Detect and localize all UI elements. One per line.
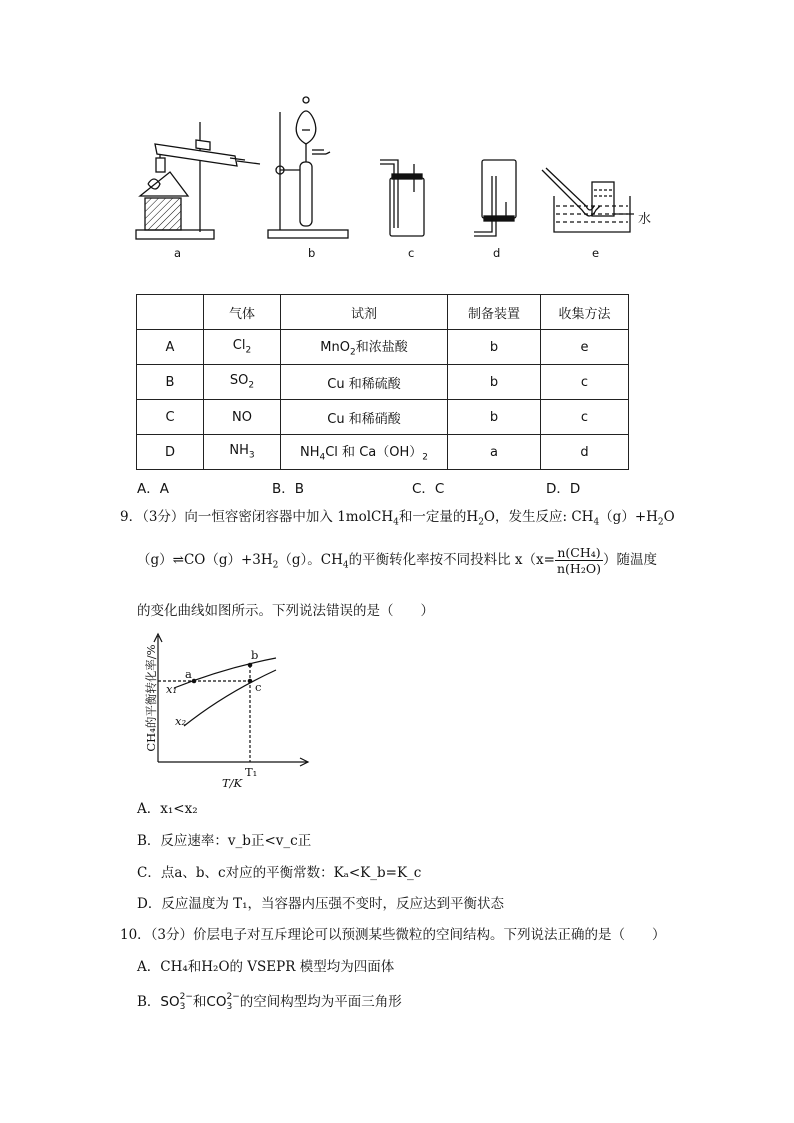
q8-option-b: B．B bbox=[272, 481, 305, 497]
row-reagent: Cu 和稀硫酸 bbox=[281, 365, 448, 400]
label-water: 水 bbox=[638, 212, 652, 227]
graph-label-a: a bbox=[185, 667, 192, 681]
header-reagent: 试剂 bbox=[281, 295, 448, 330]
row-collect: c bbox=[541, 400, 629, 435]
row-gas: $SO_2$ bbox=[204, 365, 281, 400]
row-gas: $NH_3$ bbox=[204, 435, 281, 470]
point-a bbox=[192, 679, 197, 684]
graph-label-x2: x₂ bbox=[175, 714, 187, 728]
label-b: b bbox=[308, 246, 316, 260]
row-reagent: Cu 和稀硝酸 bbox=[281, 400, 448, 435]
row-reagent: $NH_4Cl$ 和 $Ca(OH)_2$ bbox=[281, 435, 448, 470]
carbonate-ion: CO 2− 3 bbox=[206, 992, 240, 1012]
graph-label-b: b bbox=[251, 648, 259, 662]
point-c bbox=[248, 679, 253, 684]
row-device: a bbox=[448, 435, 541, 470]
header-gas: 气体 bbox=[204, 295, 281, 330]
q9-stem-line3: 的变化曲线如图所示。下列说法错误的是（ ） bbox=[137, 603, 434, 619]
table-row bbox=[137, 330, 629, 365]
gas-preparation-table bbox=[136, 294, 629, 470]
q10-option-a: A．CH₄和H₂O的 VSEPR 模型均为四面体 bbox=[137, 959, 395, 975]
row-option: A bbox=[137, 330, 204, 365]
graph-xlabel: T/K bbox=[222, 776, 243, 790]
graph-label-x1: x₁ bbox=[166, 682, 178, 696]
q9-option-d: D．反应温度为 T₁，当容器内压强不变时，反应达到平衡状态 bbox=[137, 896, 505, 912]
point-b bbox=[248, 663, 253, 668]
q10-option-b: B．SO 2− 3 和CO 2− 3 的空间构型均为平面三角形 bbox=[137, 992, 402, 1012]
label-e: e bbox=[592, 246, 600, 260]
apparatus-c bbox=[380, 160, 424, 236]
row-option: B bbox=[137, 365, 204, 400]
row-collect: e bbox=[541, 330, 629, 365]
graph-ylabel: CH₄的平衡转化率/% bbox=[144, 644, 158, 752]
apparatus-figure bbox=[130, 92, 670, 272]
q9-stem-line1: 9．（3分）向一恒容密闭容器中加入 1molCH$_4$和一定量的$H_2O$，发生反应: $CH_4(g)+H_2O$ bbox=[120, 509, 675, 528]
q8-option-a: A．A bbox=[137, 481, 169, 497]
apparatus-d bbox=[474, 160, 516, 236]
table-row bbox=[137, 400, 629, 435]
graph-label-c: c bbox=[255, 680, 262, 694]
q10-stem: 10．（3分）价层电子对互斥理论可以预测某些微粒的空间结构。下列说法正确的是（ ） bbox=[120, 927, 666, 943]
apparatus-a bbox=[136, 122, 260, 239]
header-empty bbox=[137, 295, 204, 330]
header-device: 制备装置 bbox=[448, 295, 541, 330]
conversion-graph bbox=[134, 628, 314, 794]
table-row bbox=[137, 365, 629, 400]
q8-option-d: D．D bbox=[546, 481, 581, 497]
q9-stem-line2: $(g)\rightleftharpoons CO(g)+3H_2(g)$。$CH_4$的平衡转化率按不同投料比 x（x= $\frac{\text{n(CH₄)}}{\text{n(H₂O)}}$ ）随温度 bbox=[137, 545, 657, 576]
row-collect: d bbox=[541, 435, 629, 470]
label-a: a bbox=[174, 246, 182, 260]
row-option: C bbox=[137, 400, 204, 435]
curve-x2 bbox=[184, 670, 276, 726]
row-reagent: MnO$_2$和浓盐酸 bbox=[281, 330, 448, 365]
row-option: D bbox=[137, 435, 204, 470]
q9-option-a: A．x₁<x₂ bbox=[137, 801, 198, 817]
label-c: c bbox=[408, 246, 415, 260]
apparatus-e bbox=[542, 168, 634, 232]
row-device: b bbox=[448, 330, 541, 365]
sulfite-ion: SO 2− 3 bbox=[160, 992, 193, 1012]
ratio-fraction: $\frac{\text{n(CH₄)}}{\text{n(H₂O)}}$ bbox=[556, 545, 601, 576]
q8-option-c: C．C bbox=[412, 481, 445, 497]
row-device: b bbox=[448, 365, 541, 400]
q9-option-c: C．点a、b、c对应的平衡常数：Kₐ<K_b=K_c bbox=[137, 865, 422, 881]
row-device: b bbox=[448, 400, 541, 435]
label-d: d bbox=[493, 246, 501, 260]
row-gas: NO bbox=[204, 400, 281, 435]
q9-option-b: B．反应速率：v_b正<v_c正 bbox=[137, 833, 312, 849]
table-header-row bbox=[137, 295, 629, 330]
table-row bbox=[137, 435, 629, 470]
graph-label-t1: T₁ bbox=[245, 765, 258, 779]
header-collect: 收集方法 bbox=[541, 295, 629, 330]
row-collect: c bbox=[541, 365, 629, 400]
row-gas: $Cl_2$ bbox=[204, 330, 281, 365]
apparatus-b bbox=[268, 97, 348, 238]
